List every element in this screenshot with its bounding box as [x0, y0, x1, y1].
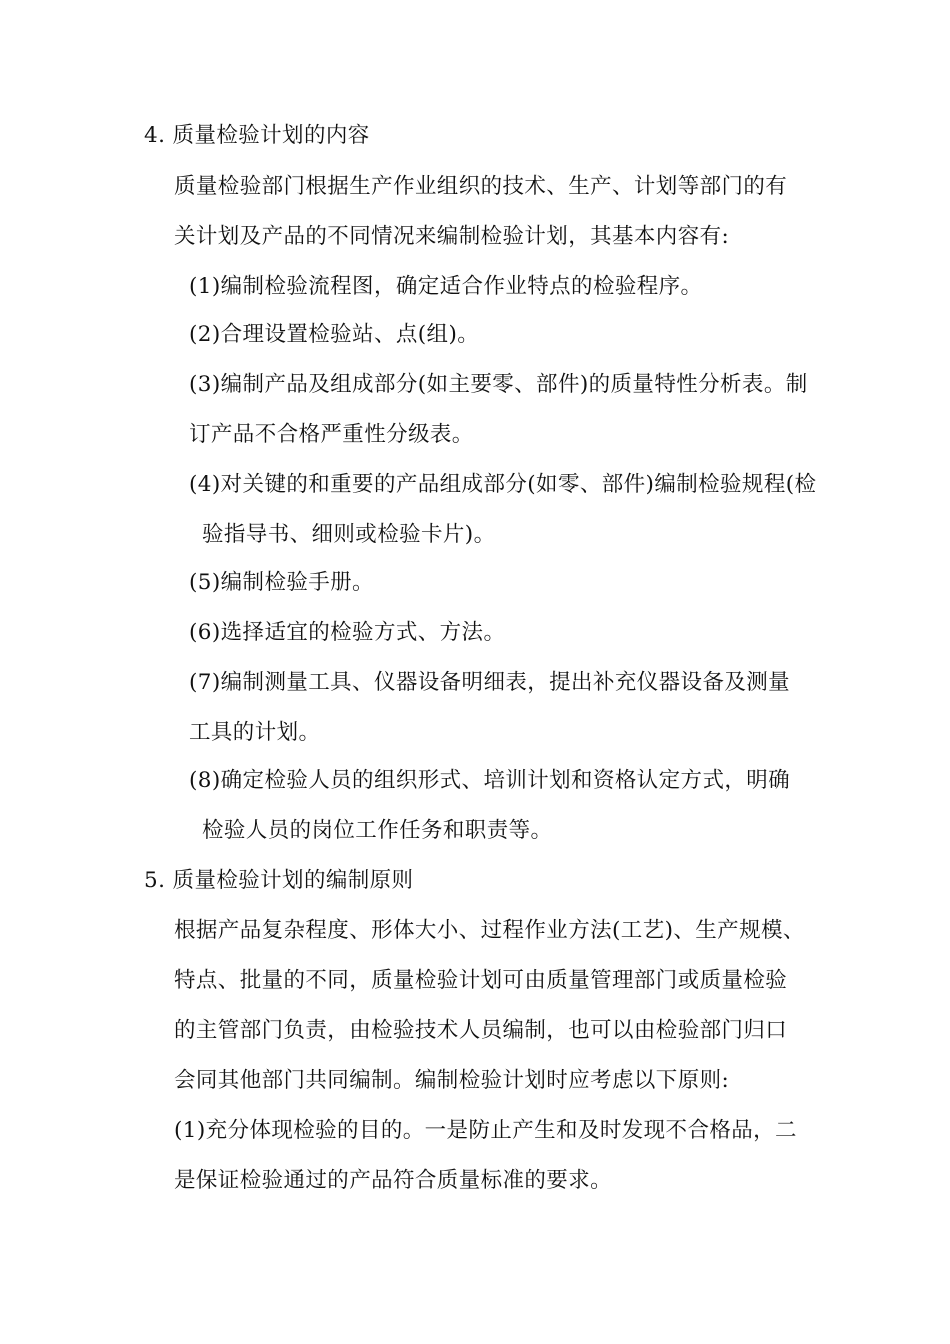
list-item-3-line-2: 订产品不合格严重性分级表。	[189, 422, 474, 447]
section-5-intro-line-2: 特点、批量的不同，质量检验计划可由质量管理部门或质量检验	[174, 968, 788, 993]
list-item-4-line-2: 验指导书、细则或检验卡片)。	[202, 522, 496, 547]
section-5-heading: 5. 质量检验计划的编制原则	[144, 868, 414, 893]
section-5-intro-line-4: 会同其他部门共同编制。编制检验计划时应考虑以下原则:	[174, 1068, 730, 1093]
list-item-7-line-1: (7)编制测量工具、仪器设备明细表，提出补充仪器设备及测量	[189, 670, 791, 695]
section-4-intro-line-2: 关计划及产品的不同情况来编制检验计划，其基本内容有:	[174, 224, 730, 249]
list-item-1: (1)编制检验流程图，确定适合作业特点的检验程序。	[189, 274, 703, 299]
section-5-item-1-line-1: (1)充分体现检验的目的。一是防止产生和及时发现不合格品，二	[174, 1118, 797, 1143]
list-item-4-line-1: (4)对关键的和重要的产品组成部分(如零、部件)编制检验规程(检	[189, 472, 817, 497]
list-item-5: (5)编制检验手册。	[189, 570, 374, 595]
list-item-8-line-2: 检验人员的岗位工作任务和职责等。	[202, 818, 553, 843]
section-5-intro-line-1: 根据产品复杂程度、形体大小、过程作业方法(工艺)、生产规模、	[174, 918, 805, 943]
section-4-heading: 4. 质量检验计划的内容	[144, 123, 370, 148]
list-item-6: (6)选择适宜的检验方式、方法。	[189, 620, 506, 645]
section-5-intro-line-3: 的主管部门负责，由检验技术人员编制，也可以由检验部门归口	[174, 1018, 788, 1043]
list-item-2: (2)合理设置检验站、点(组)。	[189, 322, 480, 347]
list-item-8-line-1: (8)确定检验人员的组织形式、培训计划和资格认定方式，明确	[189, 768, 791, 793]
list-item-3-line-1: (3)编制产品及组成部分(如主要零、部件)的质量特性分析表。制	[189, 372, 808, 397]
section-4-intro-line-1: 质量检验部门根据生产作业组织的技术、生产、计划等部门的有	[174, 174, 788, 199]
section-5-item-1-line-2: 是保证检验通过的产品符合质量标准的要求。	[174, 1168, 613, 1193]
list-item-7-line-2: 工具的计划。	[189, 720, 321, 745]
